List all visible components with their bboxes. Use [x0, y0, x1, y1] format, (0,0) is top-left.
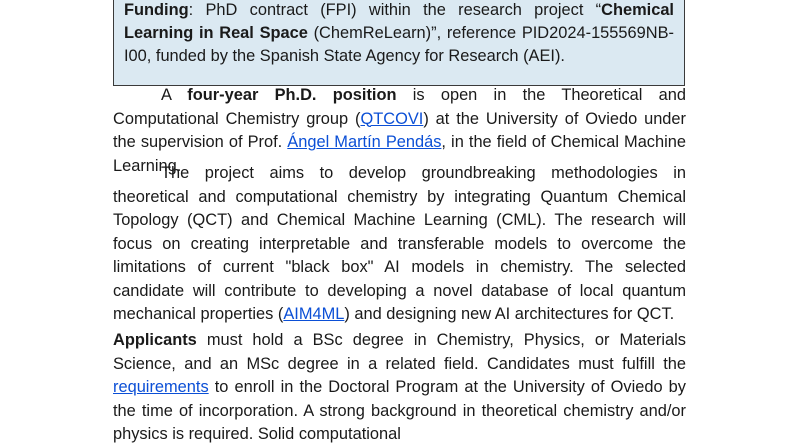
- applicants-label: Applicants: [113, 331, 197, 349]
- intro-text-c: , in the field of Chemical Machine Learning.: [113, 133, 686, 175]
- project-text-b: ) and designing new AI architectures for QCT.: [344, 305, 675, 323]
- supervisor-link[interactable]: Ángel Martín Pendás: [287, 133, 442, 151]
- funding-text-b: (ChemReLearn)”, reference PID2024-155569NB-I00, funded by the Spanish State Agency for Research (AEI).: [124, 24, 674, 65]
- project-paragraph: [113, 162, 686, 327]
- intro-prefix: A: [161, 86, 188, 104]
- intro-text-b: ) at the University of Oviedo under the supervision of Prof.: [113, 109, 686, 151]
- applicants-paragraph: [113, 329, 686, 447]
- project-name: Chemical Learning in Real Space: [124, 1, 674, 42]
- funding-label: Funding: [124, 1, 189, 19]
- applicants-text-b: to enroll in the Doctoral Program at the University of Oviedo by the time of incorporation. A strong background in theoretical chemistry and/or physics is required. Solid computational: [113, 378, 686, 443]
- qtcovi-link[interactable]: QTCOVI: [360, 109, 424, 128]
- funding-box: [113, 0, 685, 86]
- requirements-link[interactable]: requirements: [113, 378, 209, 396]
- intro-text-a: is open in the Theoretical and Computational Chemistry group (: [113, 86, 686, 128]
- applicants-text-a: must hold a BSc degree in Chemistry, Physics, or Materials Science, and an MSc degree in a related field. Candidates must fulfill the: [113, 331, 686, 373]
- funding-text-a: : PhD contract (FPI) within the research project “: [188, 1, 602, 19]
- aim4ml-link[interactable]: AIM4ML: [283, 305, 345, 323]
- project-text-a: The project aims to develop groundbreaking methodologies in theoretical and computational chemistry by integrating Quantum Chemical Topology (QCT) and Chemical Machine Learning (CML). The research will focus on creating interpretable and transferable models to overcome the limitations of current "black box" AI models in chemistry. The selected candidate will contribute to developing a novel database of local quantum mechanical properties (: [113, 164, 686, 323]
- position-title: four-year Ph.D. position: [187, 86, 397, 104]
